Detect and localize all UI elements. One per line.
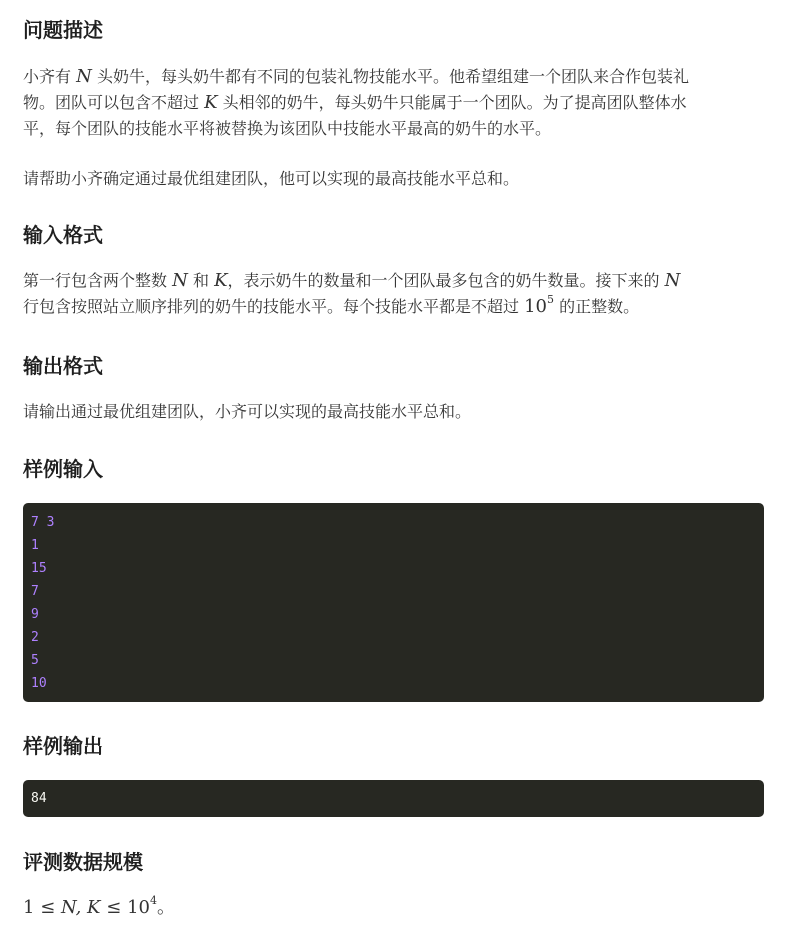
text-segment: 的正整数。 (559, 297, 640, 316)
math-var-k: K (204, 92, 218, 113)
code-line: 5 (31, 653, 39, 668)
sample-output-heading: 样例输出 (23, 734, 103, 758)
math-var-k: K (214, 270, 228, 291)
code-line: 1 (31, 538, 39, 553)
text-segment: ，表示奶牛的数量和一个团队最多包含的奶牛数量。接下来的 (227, 271, 660, 290)
code-line: 10 (31, 676, 47, 691)
text-segment: 行包含按照站立顺序排列的奶牛的技能水平。每个技能水平都是不超过 (23, 297, 520, 316)
problem-description-heading: 问题描述 (23, 18, 103, 42)
code-line: 7 3 (31, 515, 55, 530)
problem-description-paragraph (23, 64, 764, 142)
problem-description-paragraph-2: 请帮助小齐确定通过最优组建团队，他可以实现的最高技能水平总和。 (23, 169, 520, 188)
code-line: 15 (31, 561, 47, 576)
math-power: $10^5$ (524, 293, 555, 317)
math-var-n: N (664, 270, 681, 291)
text-segment: 物。团队可以包含不超过 (23, 93, 200, 112)
text-segment: 头相邻的奶牛，每头奶牛只能属于一个团队。为了提高团队整体水 (222, 93, 687, 112)
code-line: 7 (31, 584, 39, 599)
sample-input-code-block (23, 503, 764, 702)
input-format-paragraph (23, 268, 764, 320)
code-line: 9 (31, 607, 39, 622)
text-segment: 第一行包含两个整数 (23, 271, 168, 290)
constraints-heading: 评测数据规模 (23, 850, 143, 874)
text-segment: 头奶牛，每头奶牛都有不同的包装礼物技能水平。他希望组建一个团队来合作包装礼 (96, 67, 689, 86)
output-format-paragraph: 请输出通过最优组建团队，小齐可以实现的最高技能水平总和。 (23, 402, 472, 421)
input-format-heading: 输入格式 (23, 223, 103, 247)
output-format-heading: 输出格式 (23, 354, 103, 378)
math-var-n: N (76, 66, 92, 87)
code-line: 84 (31, 791, 47, 806)
text-segment: 平，每个团队的技能水平将被替换为该团队中技能水平最高的奶牛的水平。 (23, 119, 552, 138)
sample-output-code-block (23, 780, 764, 817)
text-segment: 和 (192, 271, 209, 290)
code-line: 2 (31, 630, 39, 645)
text-segment: 小齐有 (23, 67, 72, 86)
sample-input-heading: 样例输入 (23, 457, 103, 481)
math-var-n: N (172, 270, 188, 291)
constraints-formula: 1 ≤ N, $K \le 10^4$。 (23, 894, 175, 918)
